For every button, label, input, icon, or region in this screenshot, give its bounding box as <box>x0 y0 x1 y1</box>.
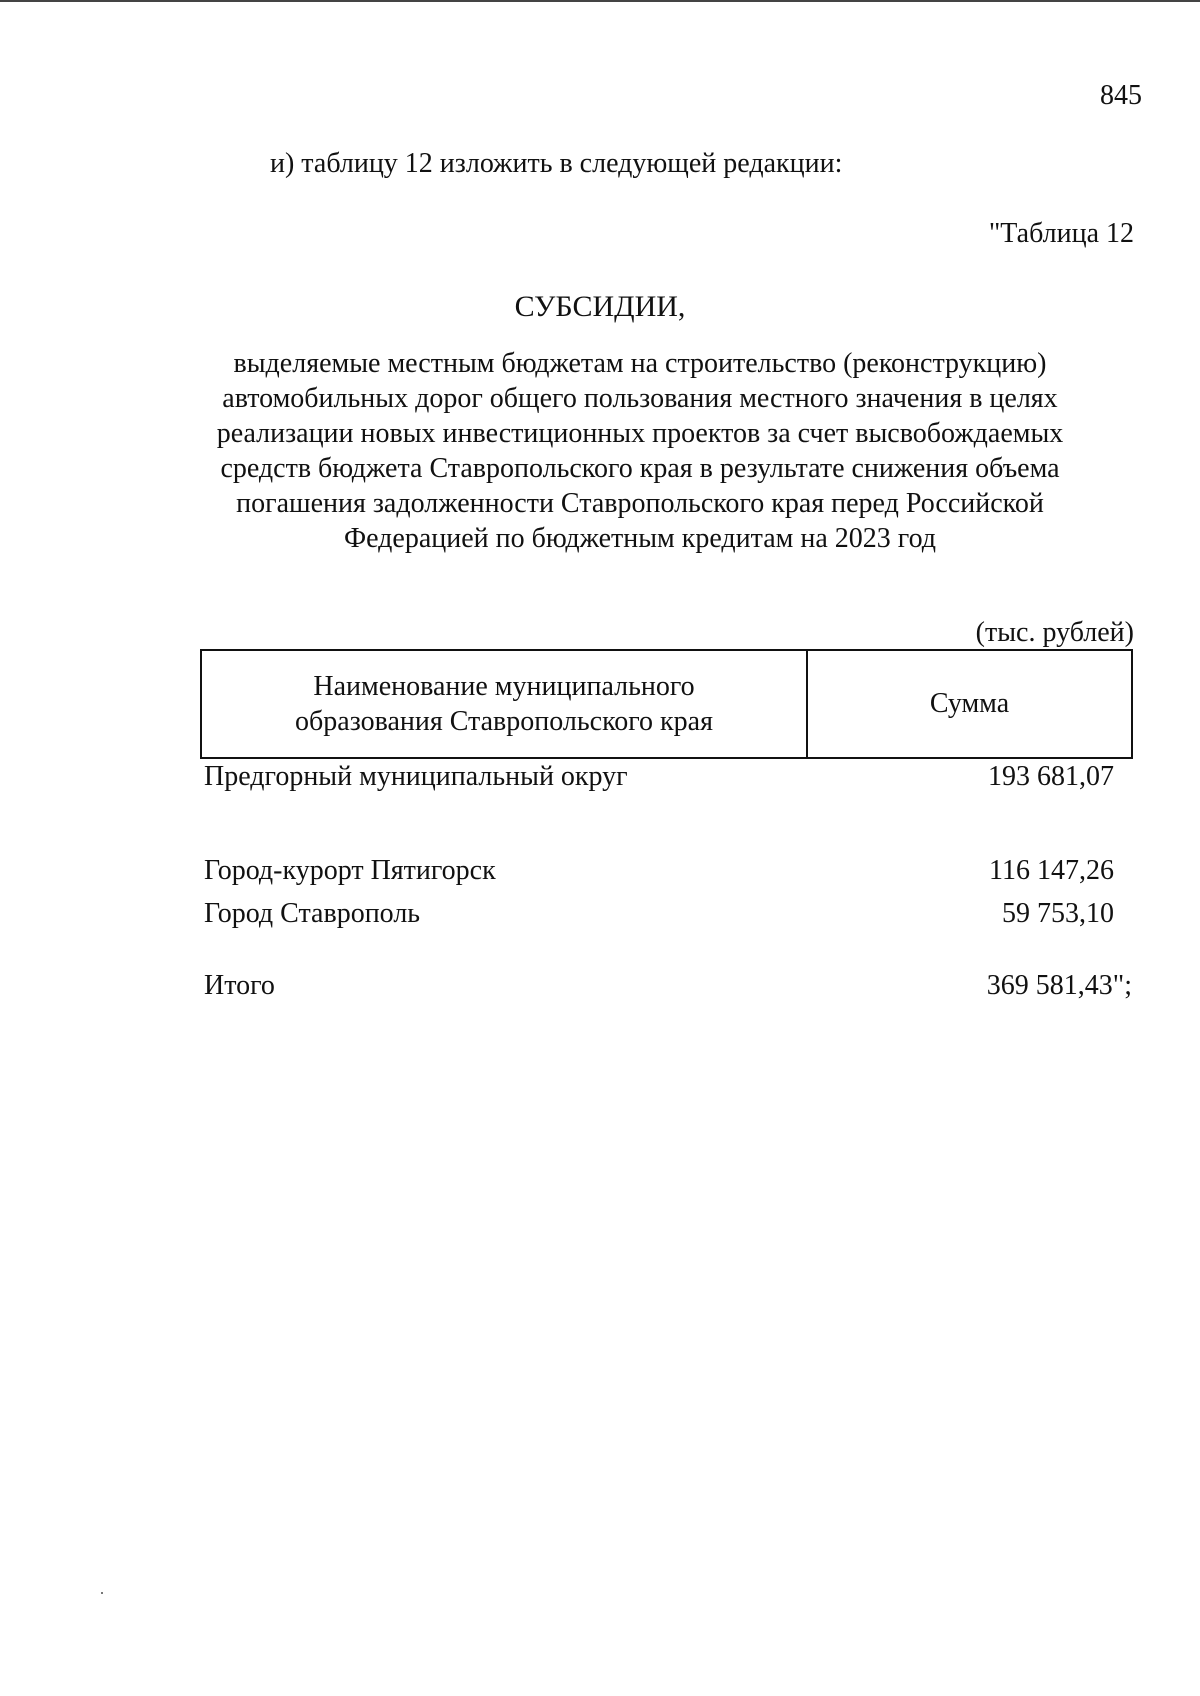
subtitle-line: погашения задолженности Ставропольского края перед Российской <box>236 488 1044 519</box>
subtitle-line: средств бюджета Ставропольского края в результате снижения объема <box>220 453 1060 484</box>
row-name: Предгорный муниципальный округ <box>204 761 628 792</box>
table-header <box>200 649 1133 759</box>
header-municipality-cell <box>202 651 808 757</box>
row-amount: 116 147,26 <box>989 855 1114 886</box>
subtitle-line: автомобильных дорог общего пользования местного значения в целях <box>222 383 1058 414</box>
scan-speck <box>101 1592 103 1594</box>
total-label: Итого <box>204 970 275 1001</box>
total-amount: 369 581,43"; <box>986 970 1132 1001</box>
row-amount: 59 753,10 <box>1002 898 1114 929</box>
subtitle-line: реализации новых инвестиционных проектов за счет высвобождаемых <box>216 418 1064 449</box>
table-reference: "Таблица 12 <box>988 218 1134 249</box>
intro-text: и) таблицу 12 изложить в следующей редакции: <box>270 148 843 179</box>
subtitle-line: Федерацией по бюджетным кредитам на 2023 год <box>343 523 937 554</box>
row-amount: 193 681,07 <box>988 761 1114 792</box>
document-subtitle <box>200 346 1080 556</box>
document-title: СУБСИДИИ, <box>514 290 686 323</box>
subtitle-line: выделяемые местным бюджетам на строительство (реконструкцию) <box>233 348 1047 379</box>
row-name: Город Ставрополь <box>204 898 421 929</box>
page-number: 845 <box>1100 80 1142 111</box>
header-name-line: Наименование муниципального <box>313 671 695 702</box>
header-name-line: образования Ставропольского края <box>295 706 713 737</box>
row-name: Город-курорт Пятигорск <box>204 855 496 886</box>
units-label: (тыс. рублей) <box>975 617 1134 648</box>
top-edge-rule <box>0 0 1200 2</box>
header-sum-cell: Сумма <box>929 688 1010 719</box>
